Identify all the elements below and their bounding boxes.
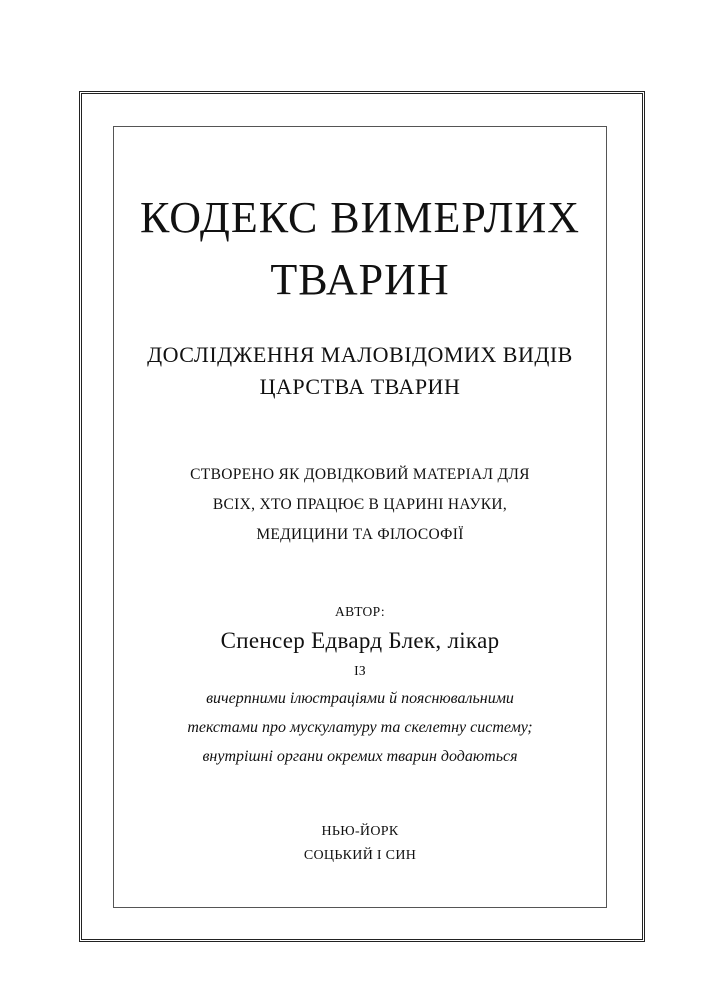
imprint-city: НЬЮ-ЙОРК — [321, 824, 399, 839]
illustrations-line-1: вичерпними ілюстраціями й пояснювальними — [206, 690, 514, 707]
purpose-line-2: ВСІХ, ХТО ПРАЦЮЄ В ЦАРИНІ НАУКИ, — [212, 496, 508, 513]
subtitle-line-1: ДОСЛІДЖЕННЯ МАЛОВІДОМИХ ВИДІВ — [147, 342, 573, 367]
title-line-1: КОДЕКС ВИМЕРЛИХ — [139, 193, 580, 242]
illustrations-line-3: внутрішні органи окремих тварин додаються — [202, 748, 518, 765]
purpose-line-1: СТВОРЕНО ЯК ДОВІДКОВИЙ МАТЕРІАЛ ДЛЯ — [190, 466, 530, 483]
illustrations-line-2: текстами про мускулатуру та скелетну систему; — [187, 719, 533, 736]
purpose-line-3: МЕДИЦИНИ ТА ФІЛОСОФІЇ — [256, 526, 464, 543]
title-line-2: ТВАРИН — [270, 255, 450, 304]
author-label: АВТОР: — [335, 604, 385, 619]
title-page — [113, 126, 607, 908]
with-label: ІЗ — [354, 663, 366, 678]
author-name: Спенсер Едвард Блек, лікар — [220, 628, 500, 653]
subtitle-line-2: ЦАРСТВА ТВАРИН — [259, 374, 461, 399]
imprint-publisher: СОЦЬКИЙ І СИН — [303, 848, 417, 863]
